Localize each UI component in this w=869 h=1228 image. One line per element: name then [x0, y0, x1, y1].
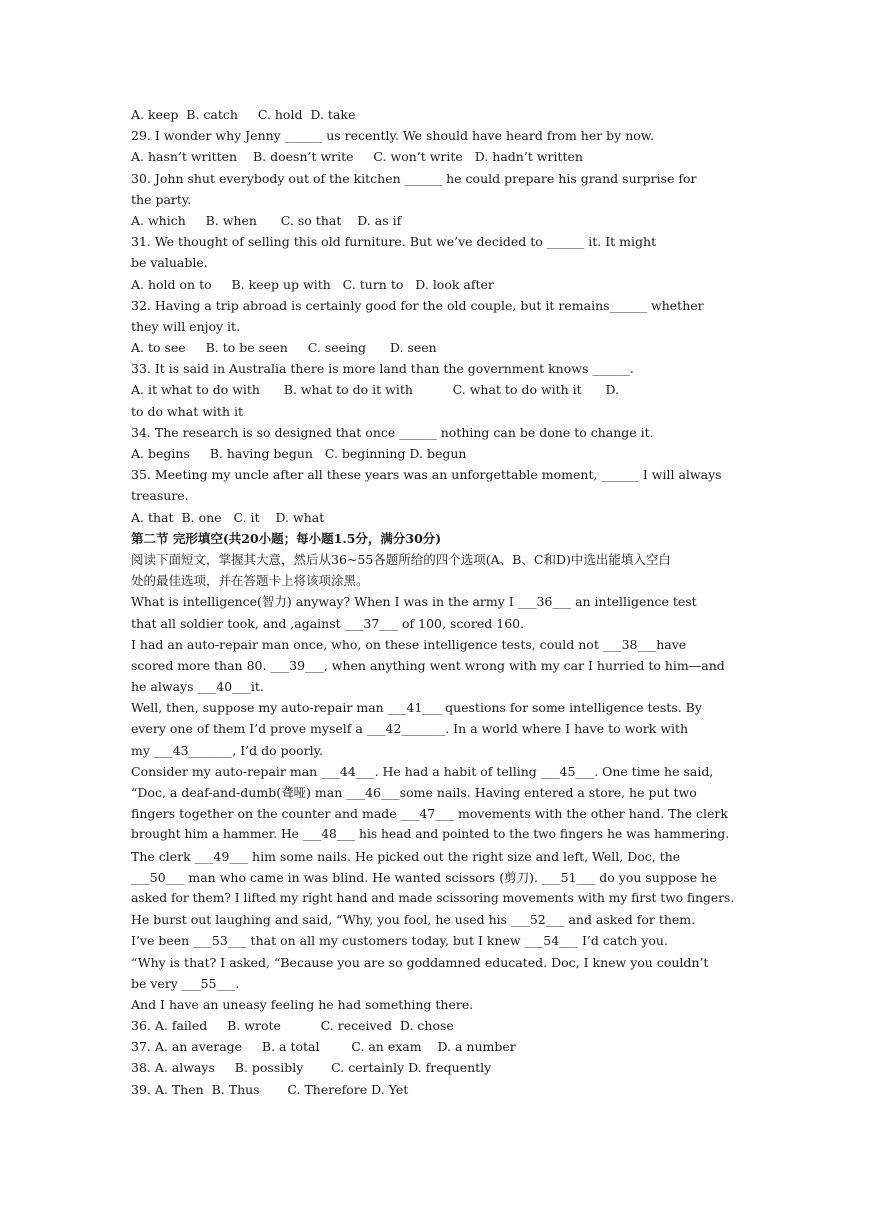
q33-options: A. it what to do with B. what to do it with C. what to do with it D.	[131, 382, 620, 398]
q28-options: A. keep B. catch C. hold D. take	[131, 107, 356, 122]
passage-line: fingers together on the counter and made ___47___ movements with the other hand. The clerk	[131, 806, 728, 822]
passage-line: “Doc, a deaf-and-dumb(聋哑) man ___46___some nails. Having entered a store, he put two	[131, 785, 697, 800]
q36-options: 36. A. failed B. wrote C. received D. chose	[131, 1018, 454, 1034]
passage-line: The clerk ___49___ him some nails. He picked out the right size and left, Well, Doc, the	[131, 848, 681, 864]
passage-line: my ___43_______, I’d do poorly.	[131, 742, 324, 758]
passage-line: be very ___55___.	[131, 975, 240, 991]
passage-line: I had an auto-repair man once, who, on these intelligence tests, could not ___38___have	[131, 636, 687, 652]
passage-line: “Why is that? I asked, “Because you are so goddamned educated. Doc, I knew you couldn’t	[131, 954, 709, 970]
section-heading: 第二节 完形填空(共20小题；每小题1.5分，满分30分)	[131, 530, 442, 546]
q32-stem-cont: they will enjoy it.	[131, 318, 241, 334]
passage-line: He burst out laughing and said, “Why, you fool, he used his ___52___ and asked for them.	[131, 912, 696, 928]
passage-line: What is intelligence(智力) anyway? When I was in the army I ___36___ an intelligence test	[131, 594, 697, 610]
passage-line: scored more than 80. ___39___, when anything went wrong with my car I hurried to him—and	[131, 657, 725, 673]
q39-options: 39. A. Then B. Thus C. Therefore D. Yet	[131, 1081, 409, 1097]
q29-stem: 29. I wonder why Jenny ______ us recently. We should have heard from her by now.	[131, 128, 654, 144]
q35-stem: 35. Meeting my uncle after all these years was an unforgettable moment, ______ I will always	[131, 467, 722, 483]
q37-options: 37. A. an average B. a total C. an exam D. a number	[131, 1039, 516, 1055]
page-content	[131, 104, 737, 1100]
passage-line: asked for them? I lifted my right hand and made scissoring movements with my first two fingers.	[131, 890, 735, 905]
q31-options: A. hold on to B. keep up with C. turn to D. look after	[131, 276, 494, 292]
q30-stem: 30. John shut everybody out of the kitchen ______ he could prepare his grand surprise for	[131, 170, 697, 186]
q32-stem: 32. Having a trip abroad is certainly good for the old couple, but it remains______ whether	[131, 297, 704, 313]
passage-line: ___50___ man who came in was blind. He wanted scissors (剪刀). ___51___ do you suppose he	[131, 869, 717, 885]
q32-options: A. to see B. to be seen C. seeing D. seen	[131, 340, 437, 356]
q35-options: A. that B. one C. it D. what	[131, 509, 325, 525]
q29-options: A. hasn’t written B. doesn’t write C. won’t write D. hadn’t written	[131, 149, 583, 165]
q34-options: A. begins B. having begun C. beginning D. begun	[131, 446, 467, 461]
section-instructions: 阅读下面短文，掌握其大意，然后从36~55各题所给的四个选项(A、B、C和D)中选出能填入空白	[131, 551, 671, 567]
passage-line: Well, then, suppose my auto-repair man ___41___ questions for some intelligence tests. By	[131, 700, 702, 716]
passage-line: that all soldier took, and ,against ___37___ of 100, scored 160.	[131, 615, 525, 631]
passage-line: I’ve been ___53___ that on all my customers today, but I knew ___54___ I’d catch you.	[131, 933, 668, 949]
q33-stem: 33. It is said in Australia there is more land than the government knows ______.	[131, 361, 634, 377]
q31-stem-cont: be valuable.	[131, 255, 208, 271]
q38-options: 38. A. always B. possibly C. certainly D. frequently	[131, 1060, 492, 1076]
q34-stem: 34. The research is so designed that once ______ nothing can be done to change it.	[131, 424, 654, 440]
passage-line: Consider my auto-repair man ___44___. He had a habit of telling ___45___. One time he said,	[131, 763, 714, 779]
passage-line: he always ___40___it.	[131, 679, 264, 695]
passage-line: brought him a hammer. He ___48___ his head and pointed to the two fingers he was hammering.	[131, 827, 730, 842]
q30-stem-cont: the party.	[131, 191, 192, 207]
q35-stem-cont: treasure.	[131, 488, 189, 504]
passage-line: every one of them I’d prove myself a ___42_______. In a world where I have to work with	[131, 721, 689, 737]
q30-options: A. which B. when C. so that D. as if	[131, 212, 402, 228]
q31-stem: 31. We thought of selling this old furniture. But we’ve decided to ______ it. It might	[131, 234, 657, 250]
section-instructions-cont: 处的最佳选项，并在答题卡上将该项涂黑。	[131, 573, 369, 589]
passage-line: And I have an uneasy feeling he had something there.	[131, 996, 474, 1012]
q33-options-cont: to do what with it	[131, 403, 243, 419]
